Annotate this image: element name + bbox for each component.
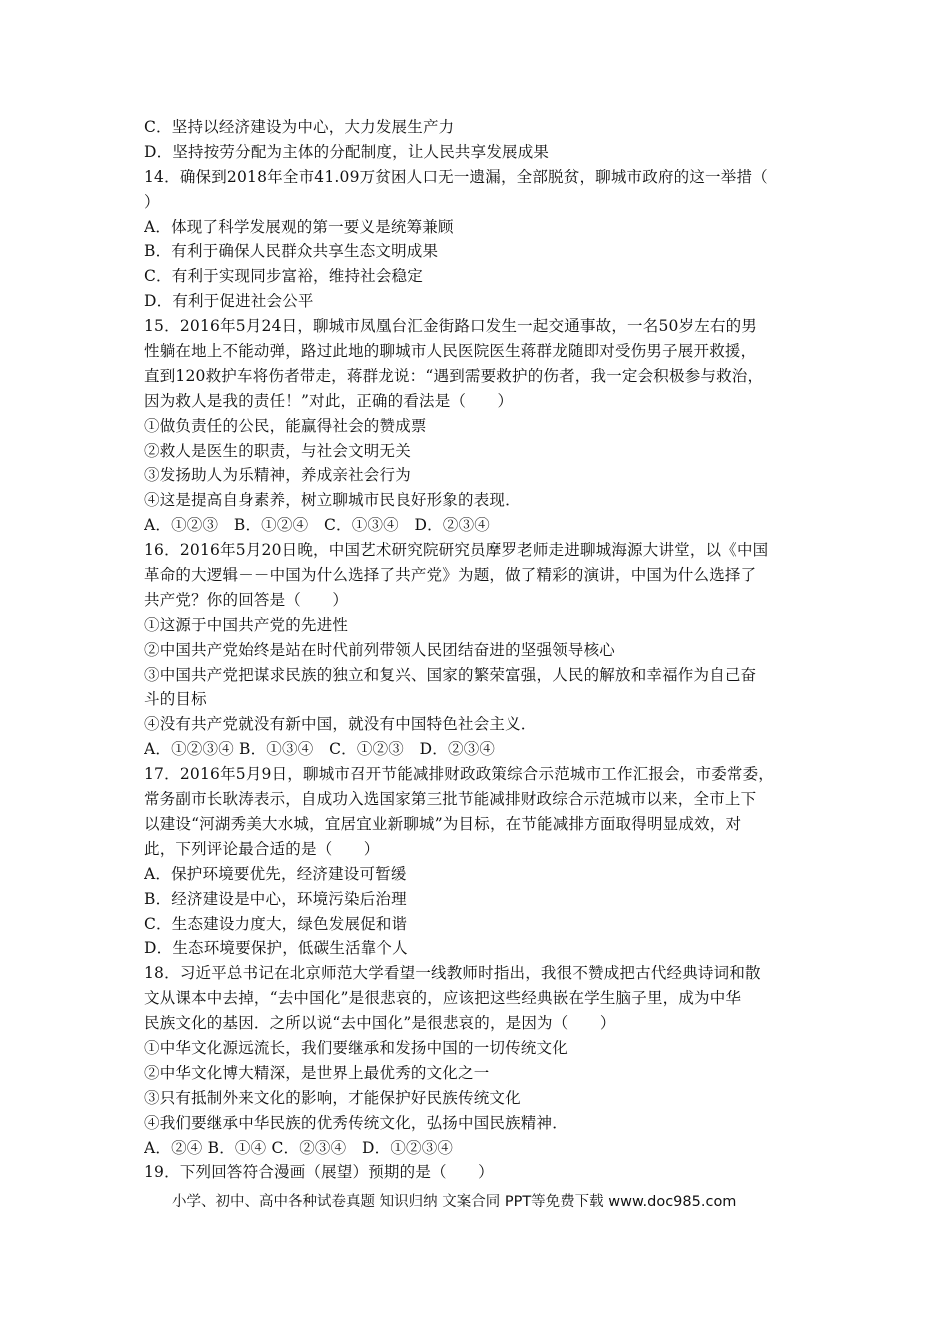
text-line: 16．2016年5月20日晚，中国艺术研究院研究员摩罗老师走进聊城海源大讲堂，以《中国: [144, 541, 769, 560]
text-line: D．有利于促进社会公平: [144, 292, 314, 311]
text-line: ①中华文化源远流长，我们要继承和发扬中国的一切传统文化: [144, 1038, 568, 1057]
text-line: ①做负责任的公民，能赢得社会的赞成票: [144, 416, 427, 435]
text-line: A．①②③ B．①②④ C．①③④ D．②③④: [144, 516, 490, 535]
text-line: 革命的大逻辑－－中国为什么选择了共产党》为题，做了精彩的演讲，中国为什么选择了: [144, 566, 757, 585]
text-line: D．生态环境要保护，低碳生活靠个人: [144, 939, 408, 958]
text-line: 15．2016年5月24日，聊城市凤凰台汇金街路口发生一起交通事故，一名50岁左右的男: [144, 317, 758, 336]
text-line: ）: [144, 192, 160, 211]
text-line: 斗的目标: [144, 690, 207, 709]
text-line: 14．确保到2018年全市41.09万贫困人口无一遗漏，全部脱贫，聊城市政府的这一举措（: [144, 167, 768, 186]
text-line: 17．2016年5月9日，聊城市召开节能减排财政政策综合示范城市工作汇报会，市委常委，: [144, 765, 774, 784]
text-line: ②中华文化博大精深，是世界上最优秀的文化之一: [144, 1063, 490, 1082]
text-line: 常务副市长耿涛表示，自成功入选国家第三批节能减排财政综合示范城市以来，全市上下: [144, 790, 757, 809]
text-line: D．坚持按劳分配为主体的分配制度，让人民共享发展成果: [144, 142, 550, 161]
text-line: ④这是提高自身素养，树立聊城市民良好形象的表现．: [144, 491, 521, 510]
text-line: ③中国共产党把谋求民族的独立和复兴、国家的繁荣富强，人民的解放和幸福作为自己奋: [144, 665, 757, 684]
text-line: ①这源于中国共产党的先进性: [144, 615, 349, 634]
text-line: B．有利于确保人民群众共享生态文明成果: [144, 242, 439, 261]
text-line: ④没有共产党就没有新中国，就没有中国特色社会主义．: [144, 715, 537, 734]
text-line: 直到120救护车将伤者带走，蒋群龙说：“遇到需要救护的伤者，我一定会积极参与救治，: [144, 366, 764, 385]
page-footer: 小学、初中、高中各种试卷真题 知识归纳 文案合同 PPT等免费下载 www.doc985.com: [172, 1194, 737, 1210]
text-line: A．①②③④ B．①③④ C．①②③ D．②③④: [144, 740, 496, 759]
text-line: ②中国共产党始终是站在时代前列带领人民团结奋进的坚强领导核心: [144, 640, 616, 659]
question-text: [144, 115, 824, 1185]
text-line: C．有利于实现同步富裕，维持社会稳定: [144, 267, 423, 286]
text-line: 因为救人是我的责任！”对此，正确的看法是（ ）: [144, 391, 514, 410]
text-line: 共产党？你的回答是（ ）: [144, 590, 349, 609]
text-line: A．②④ B．①④ C．②③④ D．①②③④: [144, 1138, 454, 1157]
text-line: 文从课本中去掉，“去中国化”是很悲哀的，应该把这些经典嵌在学生脑子里，成为中华: [144, 989, 742, 1008]
text-line: C．坚持以经济建设为中心，大力发展生产力: [144, 118, 455, 136]
text-line: 18．习近平总书记在北京师范大学看望一线教师时指出，我很不赞成把古代经典诗词和散: [144, 964, 761, 983]
text-line: C．生态建设力度大，绿色发展促和谐: [144, 914, 408, 933]
text-line: 此，下列评论最合适的是（ ）: [144, 839, 380, 858]
text-line: ②救人是医生的职责，与社会文明无关: [144, 441, 411, 460]
text-line: ④我们要继承中华民族的优秀传统文化，弘扬中国民族精神．: [144, 1113, 568, 1132]
text-line: A．体现了科学发展观的第一要义是统筹兼顾: [144, 217, 454, 236]
text-line: 民族文化的基因．之所以说“去中国化”是很悲哀的，是因为（ ）: [144, 1014, 616, 1033]
text-line: A．保护环境要优先，经济建设可暂缓: [144, 864, 407, 883]
text-line: 19．下列回答符合漫画（展望）预期的是（ ）: [144, 1163, 494, 1182]
text-line: B．经济建设是中心，环境污染后治理: [144, 889, 407, 908]
text-line: ③发扬助人为乐精神，养成亲社会行为: [144, 466, 411, 485]
text-line: ③只有抵制外来文化的影响，才能保护好民族传统文化: [144, 1088, 521, 1107]
text-line: 以建设“河湖秀美大水城，宜居宜业新聊城”为目标，在节能减排方面取得明显成效，对: [144, 814, 742, 833]
text-line: 性躺在地上不能动弹，路过此地的聊城市人民医院医生蒋群龙随即对受伤男子展开救援，: [144, 342, 757, 361]
